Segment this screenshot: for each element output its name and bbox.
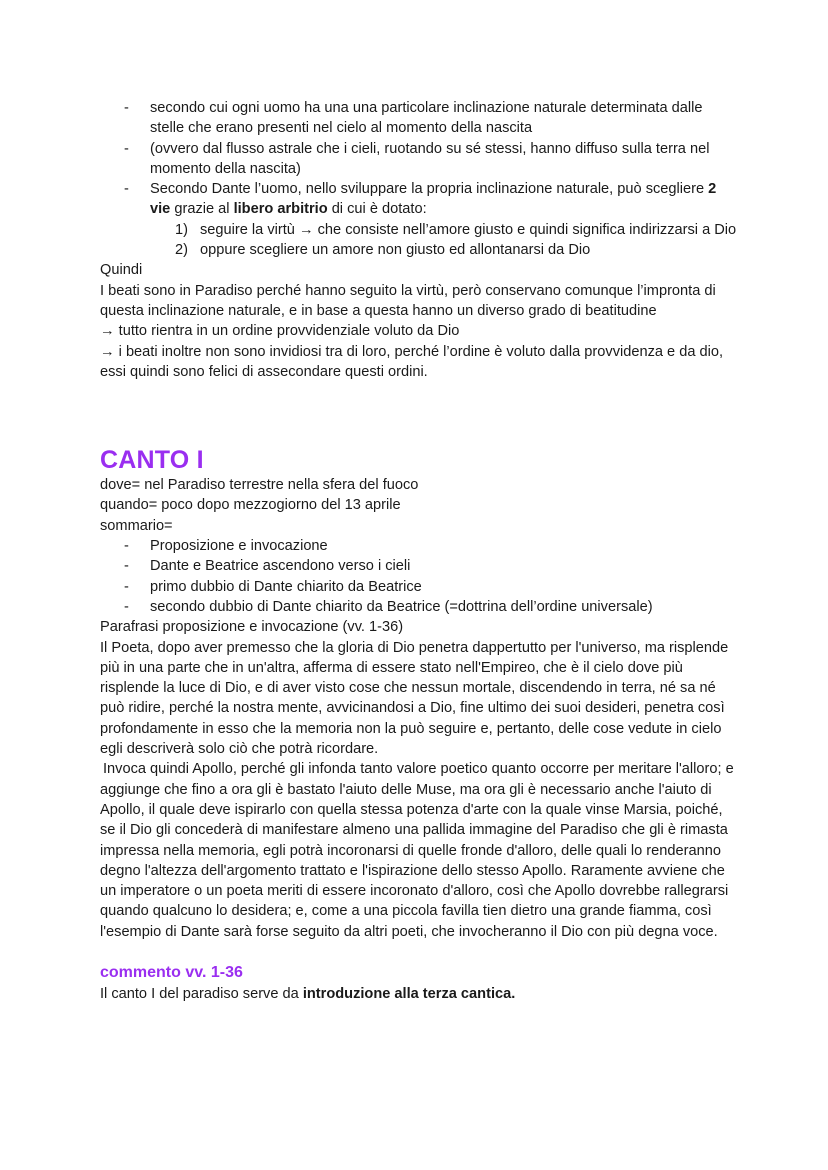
item-text: seguire la virtù → che consiste nell’amore giusto e quindi significa indirizzarsi a Dio <box>200 221 737 238</box>
bullet-item: - secondo cui ogni uomo ha una una particolare inclinazione naturale determinata dalle stelle che erano presenti nel cielo al momento della nascita <box>100 98 740 139</box>
parafrasi-paragraph: Invoca quindi Apollo, perché gli infonda tanto valore poetico quanto occorre per meritare l'alloro; e aggiunge che fino a ora gli è bastato l'aiuto delle Muse, ma ora gli è necessario anche l'aiuto di Apollo, il quale deve ispirarlo con quella stessa potenza d'arte con la quale vinse Marsia, poiché, se il Dio gli concederà di manifestare almeno una pallida immagine del Paradiso che gli è rimasta impressa nella memoria, egli potrà incoronarsi di quelle fronde d'alloro, delle quali lo renderanno degno l'altezza dell'argomento trattato e l'ispirazione dello stesso Apollo. Raramente avviene che un imperatore o un poeta meriti di essere incoronato d'alloro, così che Apollo dovrebbe rallegrarsi quando qualcuno lo desidera; e, come a una piccola favilla tien dietro una grande fiamma, così l'esempio di Dante sarà forse seguito da altri poeti, che invocheranno il Dio con più degna voce. <box>100 761 734 940</box>
sommario-item: - Proposizione e invocazione <box>100 536 740 556</box>
parafrasi-paragraph: Il Poeta, dopo aver premesso che la gloria di Dio penetra dappertutto per l'universo, ma risplende più in una parte che in un'altra, afferma di essere stato nell'Empireo, che è il cielo dove più risplende la luce di Dio, e di aver visto cose che nessun mortale, discendendo in terra, né sa né può ridire, perché la nostra mente, avvicinandosi a Dio, fine ultimo dei suoi desideri, penetra così profondamente in esso che la memoria non la può seguire e, pertanto, delle cose vedute in cielo egli descriverà solo ciò che potrà ricordare. <box>100 639 729 758</box>
numbered-item <box>100 220 740 240</box>
bold-text: 2 vie <box>150 181 717 218</box>
numbered-item <box>100 240 740 260</box>
dove-line: dove= nel Paradiso terrestre nella sfera del fuoco <box>100 477 419 494</box>
commento-text: Il canto I del paradiso serve da <box>100 985 303 1002</box>
item-text: oppure scegliere un amore non giusto ed allontanarsi da Dio <box>200 242 591 259</box>
sommario-label: sommario= <box>100 517 173 534</box>
bullet-text: Secondo Dante l’uomo, nello sviluppare la propria inclinazione naturale, può scegliere <box>150 181 709 198</box>
bullet-text: grazie al <box>170 201 234 218</box>
sommario-item: - primo dubbio di Dante chiarito da Beatrice <box>100 577 740 597</box>
commento-title: commento vv. 1-36 <box>100 963 243 981</box>
sommario-item: - Dante e Beatrice ascendono verso i cieli <box>100 556 740 576</box>
bullet-item: - (ovvero dal flusso astrale che i cieli, ruotando su sé stessi, hanno diffuso sulla terra nel momento della nascita) <box>100 139 740 180</box>
numbered-list <box>100 220 740 261</box>
item-number: 1) <box>175 221 188 238</box>
parafrasi-heading: Parafrasi proposizione e invocazione (vv. 1-36) <box>100 619 404 636</box>
commento-paragraph <box>100 984 740 1004</box>
bold-text: introduzione alla terza cantica. <box>302 985 516 1002</box>
quindi-label: Quindi <box>100 262 143 279</box>
bullet-text: di cui è dotato: <box>327 201 427 218</box>
item-number: 2) <box>175 242 188 259</box>
canto-title: CANTO I <box>100 446 204 475</box>
arrow-line: → i beati inoltre non sono invidiosi tra di loro, perché l’ordine è voluto dalla provvidenza e da dio, essi quindi sono felici di assecondare questi ordini. <box>100 343 724 380</box>
quando-line: quando= poco dopo mezzogiorno del 13 aprile <box>100 497 401 514</box>
document-page <box>100 98 740 1004</box>
bold-text: libero arbitrio <box>233 201 328 218</box>
paragraph: I beati sono in Paradiso perché hanno seguito la virtù, però conservano comunque l’impronta di questa inclinazione naturale, e in base a questa hanno un diverso grado di beatitudine <box>100 282 716 319</box>
bullet-item <box>100 179 740 220</box>
arrow-line: → tutto rientra in un ordine provvidenziale voluto da Dio <box>100 323 460 340</box>
sommario-item: - secondo dubbio di Dante chiarito da Beatrice (=dottrina dell’ordine universale) <box>100 597 740 617</box>
